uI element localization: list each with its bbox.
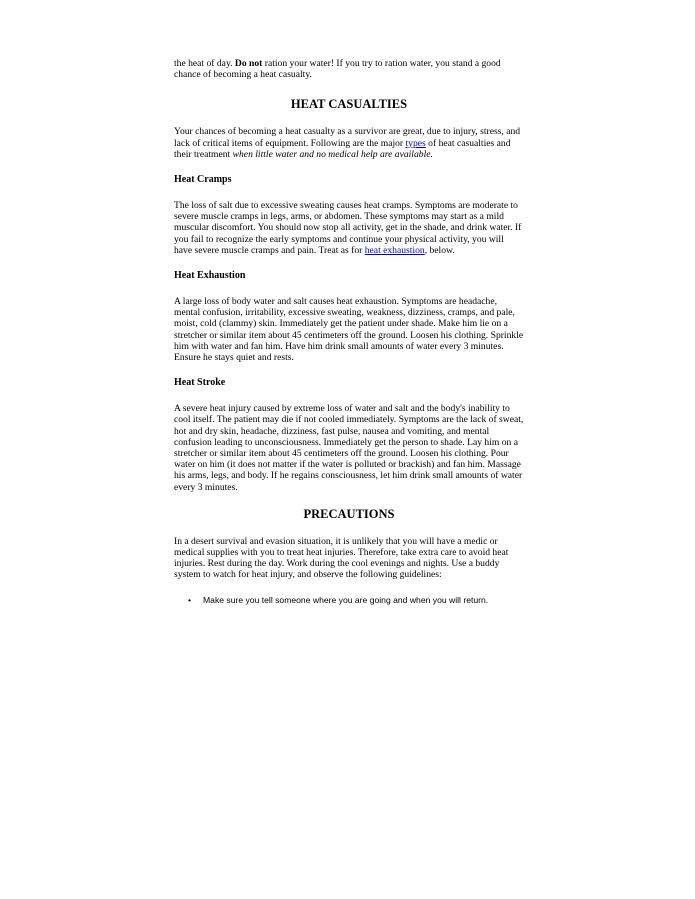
guidelines-list — [174, 595, 524, 606]
bullet-icon: • — [188, 594, 192, 605]
heat-cramps-text-2: , below. — [424, 244, 455, 256]
list-item — [188, 595, 524, 606]
intro-text-1: the heat of day. — [174, 58, 235, 69]
guideline-text: Make sure you tell someone where you are going and when you will return. — [203, 594, 489, 605]
heat-cramps-heading: Heat Cramps — [174, 174, 232, 186]
heat-exhaustion-heading: Heat Exhaustion — [174, 270, 246, 282]
heat-casualties-paragraph — [174, 126, 524, 160]
heat-casualties-italic-text: when little water and no medical help are available. — [232, 148, 433, 160]
heat-cramps-text-1: The loss of salt due to excessive sweating causes heat cramps. Symptoms are moderate to severe muscle cramps in legs, arms, or abdomen. These symptoms may start as a mild muscular discomfort. You should now stop all activity, get in the shade, and drink water. If you fail to recognize the early symptoms and continue your physical activity, you will have severe muscle cramps and pain. Treat as for — [174, 200, 522, 256]
heat-exhaustion-link[interactable]: heat exhaustion — [364, 244, 425, 256]
precautions-paragraph: In a desert survival and evasion situation, it is unlikely that you will have a medic or medical supplies with you to treat heat injuries. Therefore, take extra care to avoid heat injuries. Rest during the day. Work during the cool evenings and nights. Use a buddy system to watch for heat injury, and observe the following guidelines: — [174, 535, 509, 581]
heat-casualties-text-2: of heat casualties and their treatment — [174, 137, 511, 160]
precautions-heading: PRECAUTIONS — [303, 506, 395, 521]
types-link[interactable]: types — [405, 137, 426, 149]
heat-casualties-text-1: Your chances of becoming a heat casualty as a survivor are great, due to injury, stress, and lack of critical items of equipment. Following are the major — [174, 126, 521, 149]
heat-stroke-paragraph: A severe heat injury caused by extreme loss of water and salt and the body's inability to cool itself. The patient may die if not cooled immediately. Symptoms are the lack of sweat, hot and dry skin, headache, dizziness, fast pulse, nausea and vomiting, and mental confusion leading to unconsciousness. Immediately get the person to shade. Lay him on a stretcher or similar item about 45 centimeters off the ground. Loosen his clothing. Pour water on him (it does not matter if the water is polluted or brackish) and fan him. Massage his arms, legs, and body. If he regains consciousness, let him drink small amounts of water every 3 minutes. — [174, 403, 524, 493]
intro-paragraph — [174, 58, 524, 80]
heat-casualties-heading: HEAT CASUALTIES — [290, 97, 408, 112]
intro-bold-do-not: Do not — [234, 58, 263, 69]
intro-text-2: ration your water! If you try to ration water, you stand a good chance of becoming a heat casualty. — [174, 58, 501, 81]
document-page — [174, 58, 524, 606]
heat-stroke-heading: Heat Stroke — [174, 377, 226, 389]
heat-exhaustion-paragraph: A large loss of body water and salt causes heat exhaustion. Symptoms are headache, mental confusion, irritability, excessive sweating, weakness, dizziness, cramps, and pale, moist, cold (clammy) skin. Immediately get the patient under shade. Make him lie on a stretcher or similar item about 45 centimeters off the ground. Loosen his clothing. Sprinkle him with water and fan him. Have him drink small amounts of water every 3 minutes. Ensure he stays quiet and rests. — [174, 296, 524, 364]
heat-cramps-paragraph — [174, 200, 524, 256]
